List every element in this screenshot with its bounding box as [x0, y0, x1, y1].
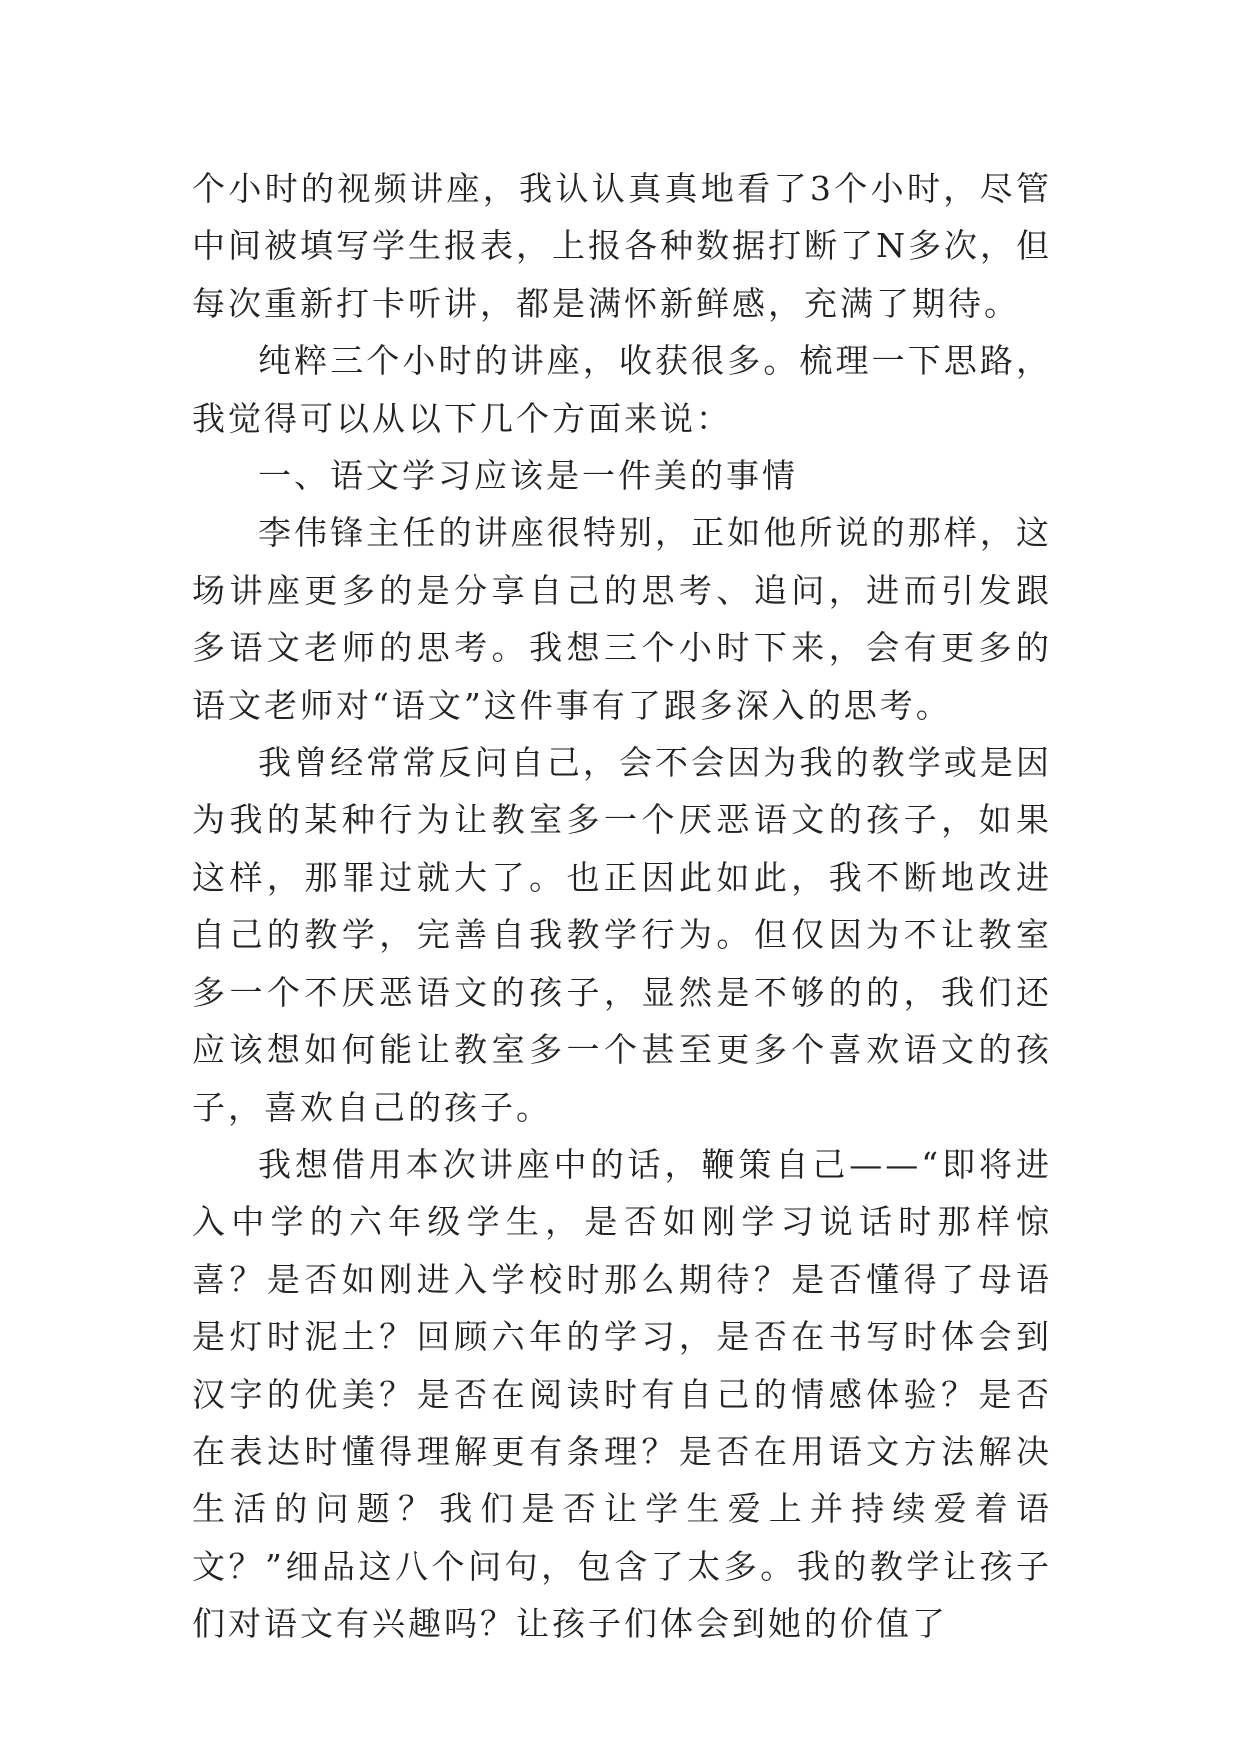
section-heading: 一、语文学习应该是一件美的事情: [258, 456, 798, 496]
paragraph-3: 李伟锋主任的讲座很特别，正如他所说的那样，这场讲座更多的是分享自己的思考、追问，进而引发跟多语文老师的思考。我想三个小时下来，会有更多的语文老师对“语文”这件事有了跟多深入的思考。: [192, 513, 1052, 725]
paragraph-2: 纯粹三个小时的讲座，收获很多。梳理一下思路，我觉得可以从以下几个方面来说：: [192, 341, 1052, 438]
paragraph-1: 个小时的视频讲座，我认认真真地看了3个小时，尽管中间被填写学生报表，上报各种数据打断了N多次，但每次重新打卡听讲，都是满怀新鲜感，充满了期待。: [192, 169, 1052, 323]
document-body: [192, 160, 1052, 1653]
paragraph-5: 我想借用本次讲座中的话，鞭策自己——“即将进入中学的六年级学生，是否如刚学习说话时那样惊喜？是否如刚进入学校时那么期待？是否懂得了母语是灯时泥土？回顾六年的学习，是否在书写时体会到汉字的优美？是否在阅读时有自己的情感体验？是否在表达时懂得理解更有条理？是否在用语文方法解决生活的问题？我们是否让学生爱上并持续爱着语文？”细品这八个问句，包含了太多。我的教学让孩子们对语文有兴趣吗？让孩子们体会到她的价值了: [192, 1144, 1052, 1644]
paragraph-4: 我曾经常常反问自己，会不会因为我的教学或是因为我的某种行为让教室多一个厌恶语文的孩子，如果这样，那罪过就大了。也正因此如此，我不断地改进自己的教学，完善自我教学行为。但仅因为不让教室多一个不厌恶语文的孩子，显然是不够的的，我们还应该想如何能让教室多一个甚至更多个喜欢语文的孩子，喜欢自己的孩子。: [192, 743, 1052, 1127]
